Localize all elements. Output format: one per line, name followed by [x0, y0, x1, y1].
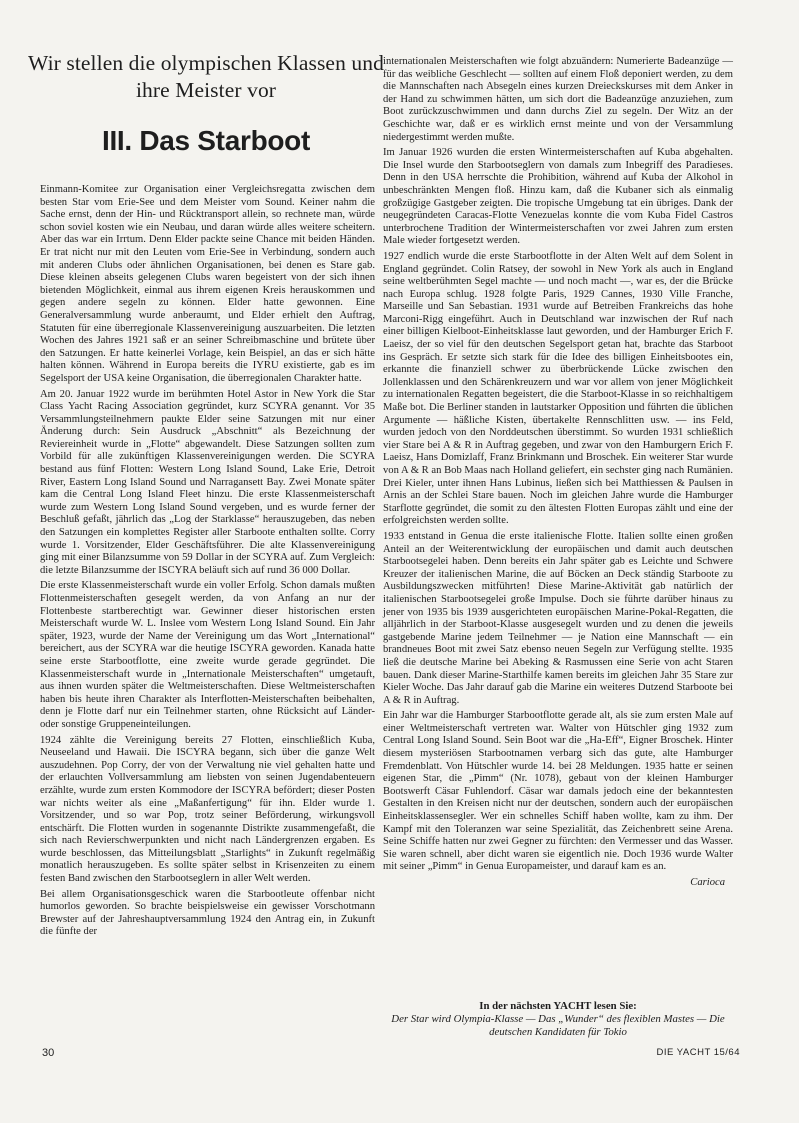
paragraph: 1933 entstand in Genua die erste italienische Flotte. Italien sollte einen großen Anteil an der Weiterentwicklung der europäischen und damit auch deutschen Starbootsegelei haben. Denn bereits ein Jahr später gab es Leichte und Schwere Kreuzer der italienischen Marine, die auf Böcken an Deck ständig Starboote zu Ausbildungszwecken mitführten! Diese Marine-Aktivität gab natürlich der italienischen Starbootsegelei große Impulse. Doch sie führte darüber hinaus zu jener von 1935 bis 1939 ausgerichteten europäischen Marine-Pokal-Regatten, die alljährlich in der Starboot-Klasse ausgesegelt wurden und zu denen die jeweils gastgebende Marine jedem Teilnehmer — je Nation eine Mannschaft — ein brandneues Boot mit zwei Satz ebenso neuen Segeln zur Verfügung stellte. 1935 ließ die deutsche Marine bei Abeking & Rasmussen eine Serie von acht Staren bauen. Dank dieser Marine-Starthilfe kamen bereits im gleichen Jahr 35 Stare zur Kieler Woche. Das Jahr darauf gab die Marine ein weiteres Dutzend Starboote bei A & R in Auftrag. [383, 530, 733, 706]
paragraph: Bei allem Organisationsgeschick waren die Starbootleute offenbar nicht humorlos geworden. So brachte beispielsweise ein gewisser Vorschotmann Brewster auf der Jahreshauptversammlung 1924 den Antrag ein, in Zukunft die fünfte der [40, 888, 375, 938]
next-issue-title: In der nächsten YACHT lesen Sie: [479, 1000, 637, 1012]
right-text-column [383, 56, 733, 890]
paragraph: Einmann-Komitee zur Organisation einer Vergleichsregatta zwischen dem besten Star vom Erie-See und dem Meister vom Sound. Keiner nahm die Sache ernst, denn der Hin- und Rücktransport allein, so rechnete man, würde schon soviel kosten wie ein Neubau, und daran würde alles weitere scheitern. Aber das war ein Irrtum. Denn Elder packte seine Chance mit beiden Händen. Er trat nicht nur mit den Leuten vom Erie-See in Verbindung, sondern auch mit anderen Clubs oder ähnlichen Organisationen, bei denen es Stare gab. Diese kleinen abseits gelegenen Clubs waren begeistert von der sich ihnen bietenden Möglichkeit, einmal aus ihrem eigenen Kreis herauskommen und gegen andere segeln zu können. Elder hatte gewonnen. Eine Generalversammlung wurde anberaumt, und Elder erhielt den Auftrag, Statuten für eine überregionale Klassenvereinigung auszuarbeiten. Die letzten Wochen des Jahres 1921 saß er an seiner Schreibmaschine und brütete über den Satzungen. Er hatte keinerlei Vorlage, kein Beispiel, an das er sich hätte halten können. Während in Europa bereits die IYRU existierte, gab es im Segelsport der USA keine Organisation, die überregionalen Charakter hatte. [40, 184, 375, 384]
publication-reference: DIE YACHT 15/64 [656, 1047, 740, 1058]
next-issue-text: Der Star wird Olympia-Klasse — Das „Wunder“ des flexiblen Mastes — Die deutschen Kandidaten für Tokio [391, 1013, 725, 1038]
page-number: 30 [42, 1047, 55, 1059]
left-text-column [40, 184, 375, 942]
article-subheadline: III. Das Starboot [101, 125, 311, 156]
article-headline: Wir stellen die olympischen Klassen und ihre Meister vor [28, 51, 384, 102]
paragraph: 1924 zählte die Vereinigung bereits 27 Flotten, einschließlich Kuba, Neuseeland und Hawaii. Die ISCYRA begann, sich über die ganze Welt auszudehnen. Pop Corry, der von der Verwaltung nie viel gehalten hatte und der erlauchten Vollversammlung am liebsten von seinen Jugendabenteuern erzählte, wurde zum ersten Kommodore der ISCYRA befördert; dieser Posten war nichts weiter als eine „Maßanfertigung“ für ihn. Elder wurde 1. Vorsitzender, und so war Pop, trotz seiner Beförderung, wirkungsvoll entschärft. Die Flotten wurden in sogenannte Distrikte zusammengefaßt, die sich nach Revierschwerpunkten und nicht nach Ländergrenzen ergaben. Es wurde beschlossen, das Mitteilungsblatt „Starlights“ in Zukunft regelmäßig monatlich herauszugeben. Es sollte später selbst in Krisenzeiten zu einem festen Band zwischen den Starbootseglern in aller Welt werden. [40, 734, 375, 885]
paragraph: Am 20. Januar 1922 wurde im berühmten Hotel Astor in New York die Star Class Yacht Racing Association gegründet, kurz SCYRA genannt. Vor 35 Versammlungsteilnehmern paukte Elder seine Satzungen mit nur einer Änderung durch: Sein Ausdruck „Abschnitt“ als Bezeichnung der Reviereinheit wurde in „Flotte“ abgewandelt. Diese Satzungen sollten zum Vorbild für alle zukünftigen Klassenvereinigungen werden. Die SCYRA bestand aus fünf Flotten: Western Long Island Sound, Lake Erie, Detroit River, Eastern Long Island Sound und Narragansett Bay. Zwei Monate später kam die Central Long Island Fleet hinzu. Die erste Klassenmeisterschaft wurde zum Western Long Island Sound vergeben, und es wurde ferner der Beschluß gefaßt, jährlich das „Log der Starklasse“ herauszugeben, das neben den Satzungen ein komplettes Register aller Starboote enthalten sollte. Corry wurde 1. Vorsitzender, Elder Geschäftsführer. Die alte Klassenvereinigung ging mit einer Bilanzsumme von 59 Dollar in der SCYRA auf. Zum Vergleich: die letzte Bilanzsumme der ISCYRA beläuft sich auf rund 36 000 Dollar. [40, 388, 375, 576]
paragraph: Die erste Klassenmeisterschaft wurde ein voller Erfolg. Schon damals mußten Flottenmeisterschaften gesegelt werden, da von Anfang an nur der Flottenbeste startberechtigt war. Gewinner dieser historischen ersten Meisterschaft wurde W. L. Inslee vom Western Long Island Sound. Ein Jahr später, 1923, wurde der Name der Vereinigung um das Wort „International“ bereichert, aus der SCYRA war die heutige ISCYRA geworden. Kanada hatte seine erste Starbootflotte, eine zweite wurde gerade gegründet. Die Klassenmeisterschaft wurde in „Internationale Meisterschaften“ umgetauft, aus ihnen wurden später die Weltmeisterschaften. Diese Weltmeisterschaften haben bis heute ihren Charakter als Interflotten-Meisterschaften beibehalten, denn je Flotte darf nur ein Teilnehmer starten, ohne Rücksicht auf Länder- oder sonstige Gruppeneinteilungen. [40, 580, 375, 730]
next-issue-teaser [383, 1000, 733, 1039]
paragraph: Ein Jahr war die Hamburger Starbootflotte gerade alt, als sie zum ersten Male auf einer Weltmeisterschaft vertreten war. Walter von Hütschler ging 1932 zum Central Long Island Sound. Sein Boot war die „Ha-Eff“, Eigner Broschek. Hinter diesem mysteriösen Starbootnamen verbarg sich das gute, alte Hamburger Fremdenblatt. Von Hütschler wurde 14. bei 28 Meldungen. 1935 hatte er seinen eigenen Star, die „Pimm“ (Nr. 1078), gebaut von der kleinen Hamburger Bootswerft Cäsar Fuhlendorf. Cäsar war damals jedoch eine der bekanntesten Gestalten in den Kreisen nicht nur der deutschen, sondern auch der europäischen Einheitsklassensegler. Wer ein schnelles Schiff haben wollte, kam zu ihm. Der Kampf mit den Toleranzen war seine Spezialität, das Zeichenbrett seine Arena. Seine Schiffe hatten nur zwei Gegner zu fürchten: den Vermesser und das Wasser. Sie waren schnell, aber dicht waren sie eigentlich nie. Doch 1936 wurde Walter mit seiner „Pimm“ in Genua Europameister, und darauf kam es an. [383, 710, 733, 873]
article-header [22, 50, 390, 158]
paragraph: internationalen Meisterschaften wie folgt abzuändern: Numerierte Badeanzüge — für das weibliche Geschlecht — sollten auf einem Floß deponiert werden, zu dem die Mannschaften nach Absegeln eines kurzen Dreieckskurses mit dem Anker in der Hand zu schwimmen hätten, um sich dort die Badeanzüge anzuziehen, zum Boot zurückzuschwimmen und dann durchs Ziel zu segeln. Der Witz an der Geschichte war, daß er es wirklich ernst meinte und von der Versammlung niedergestimmt werden mußte. [383, 56, 733, 143]
paragraph: Im Januar 1926 wurden die ersten Wintermeisterschaften auf Kuba abgehalten. Die Insel wurde den Starbootseglern von damals zum Inbegriff des Paradieses. Denn in den USA herrschte die Prohibition, während auf Kuba der Alkohol in unbeschränkten Mengen floß. Hinzu kam, daß die Kubaner sich als einmalig großzügige Gastgeber zeigten. Die tropische Umgebung tat ein übriges. Dank der neugegründeten Caracas-Flotte Venezuelas konnte die vom Kuba Fidel Castros unterbrochene Tradition der Wintermeisterschaften vor zwei Jahren zum ersten Male wieder fortgesetzt werden. [383, 147, 733, 247]
paragraph: 1927 endlich wurde die erste Starbootflotte in der Alten Welt auf dem Solent in England gegründet. Colin Ratsey, der sowohl in New York als auch in England seine weltberühmten Segel machte — und noch macht —, war es, der die Brücke nach Europa schlug. 1928 folgte Paris, 1929 Cannes, 1930 Ville Franche, Marseille und San Sebastian. 1931 wurde auf Betreiben Frankreichs das hohe Marconi-Rigg eingeführt. Auch in Deutschland war inzwischen der Ruf nach einer billigen Kielboot-Einheitsklasse laut geworden, und der Hamburger Erich F. Laeisz, der so viel für den deutschen Segelsport getan hat, brachte das Starboot ins Gespräch. Er setzte sich stark für die Idee des billigen Einheitsbootes ein, erkannte die finanziell schwer zu überbrückende Lücke zwischen den Jollenklassen und den Schärenkreuzern und war vor allem von jener Möglichkeit zu internationalen Regatten begeistert, die die Starboot-Klasse in so reichhaltigem Maße bot. Die Berliner standen in lautstarker Opposition und führten die üblichen Argumente — häßliche Kisten, übertakelte Rennschlitten usw. — ins Feld, wurden jedoch von den Norddeutschen überstimmt. So wurden 1931 schließlich vier Stare bei A & R in Auftrag gegeben, und zwar von den Hamburgern Erich F. Laeisz, Hans Domizlaff, Franz Brinkmann und Broschek. Ein weiterer Star wurde von A & R an Bob Maas nach Holland geliefert, ein sechster ging nach Rumänien. Drei Kieler, unter ihnen Hans Lubinus, ließen sich bei Matthiessen & Paulsen in Arnis an der Schlei Stare bauen. Noch im gleichen Jahre wurde die Hamburger Starflotte gegründet, die somit zu den ältesten Flotten Europas zählt und eine der erfolgreichsten werden sollte. [383, 250, 733, 527]
author-signature: Carioca [690, 877, 725, 888]
